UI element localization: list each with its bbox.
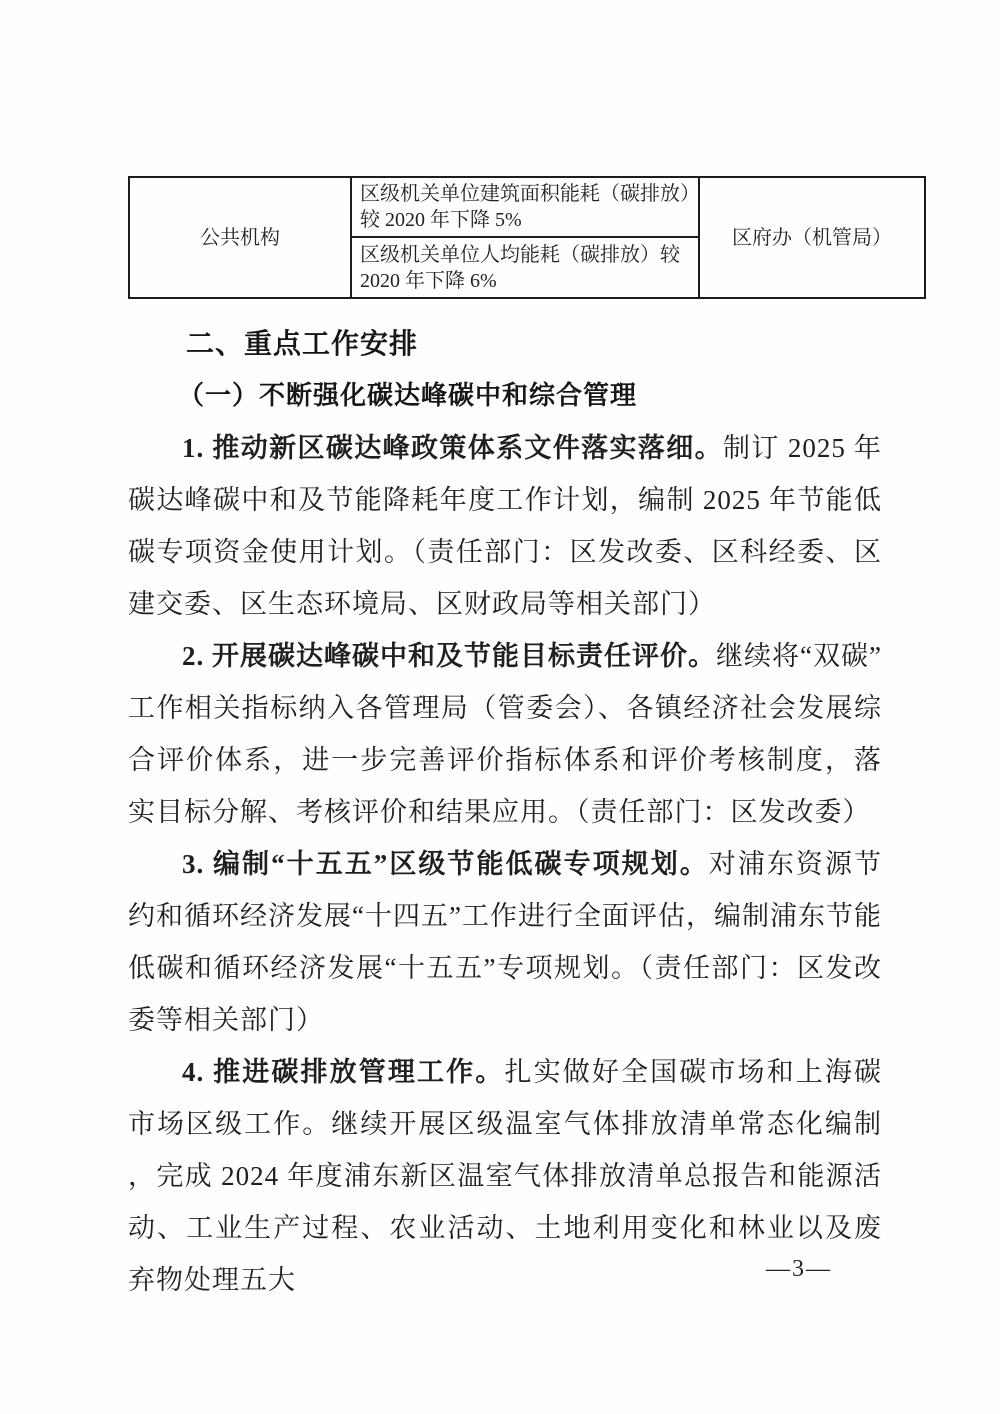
table-cell-target-2: 区级机关单位人均能耗（碳排放）较 2020 年下降 6% — [351, 237, 699, 298]
paragraph-2-body: 继续将“双碳”工作相关指标纳入各管理局（管委会）、各镇经济社会发展综合评价体系，进一步完善评价指标体系和评价考核制度，落实目标分解、考核评价和结果应用。（责任部门：区发改委） — [128, 641, 883, 827]
paragraph-2 — [128, 630, 882, 838]
table-cell-target-1: 区级机关单位建筑面积能耗（碳排放）较 2020 年下降 5% — [351, 177, 699, 237]
paragraph-4-body: 扎实做好全国碳市场和上海碳市场区级工作。继续开展区级温室气体排放清单常态化编制，完成 2024 年度浦东新区温室气体排放清单总报告和能源活动、工业生产过程、农业活动、土地利用变化和林业以及废弃物处理五大 — [128, 1057, 883, 1295]
page-content — [128, 176, 892, 1306]
paragraph-1-lead: 1. 推动新区碳达峰政策体系文件落实落细。 — [182, 433, 724, 463]
paragraph-3 — [128, 838, 882, 1046]
paragraph-1-body: 制订 2025 年碳达峰碳中和及节能降耗年度工作计划，编制 2025 年节能低碳专项资金使用计划。（责任部门：区发改委、区科经委、区建交委、区生态环境局、区财政局等相关部门） — [128, 433, 883, 619]
paragraph-3-body: 对浦东资源节约和循环经济发展“十四五”工作进行全面评估，编制浦东节能低碳和循环经济发展“十五五”专项规划。（责任部门：区发改委等相关部门） — [128, 849, 883, 1035]
page-number: —3— — [766, 1256, 832, 1282]
paragraph-2-lead: 2. 开展碳达峰碳中和及节能目标责任评价。 — [182, 641, 717, 671]
table-cell-responsible-dept: 区府办（机管局） — [699, 177, 925, 298]
responsibility-table — [128, 176, 926, 299]
paragraph-4-lead: 4. 推进碳排放管理工作。 — [182, 1057, 505, 1087]
table-cell-organization: 公共机构 — [129, 177, 351, 298]
table-row — [129, 177, 925, 237]
section-heading: 二、重点工作安排 — [186, 328, 419, 359]
paragraph-1 — [128, 422, 882, 630]
paragraph-3-lead: 3. 编制“十五五”区级节能低碳专项规划。 — [182, 849, 709, 879]
body-text — [128, 422, 882, 1306]
subsection-heading: （一）不断强化碳达峰碳中和综合管理 — [178, 381, 638, 410]
